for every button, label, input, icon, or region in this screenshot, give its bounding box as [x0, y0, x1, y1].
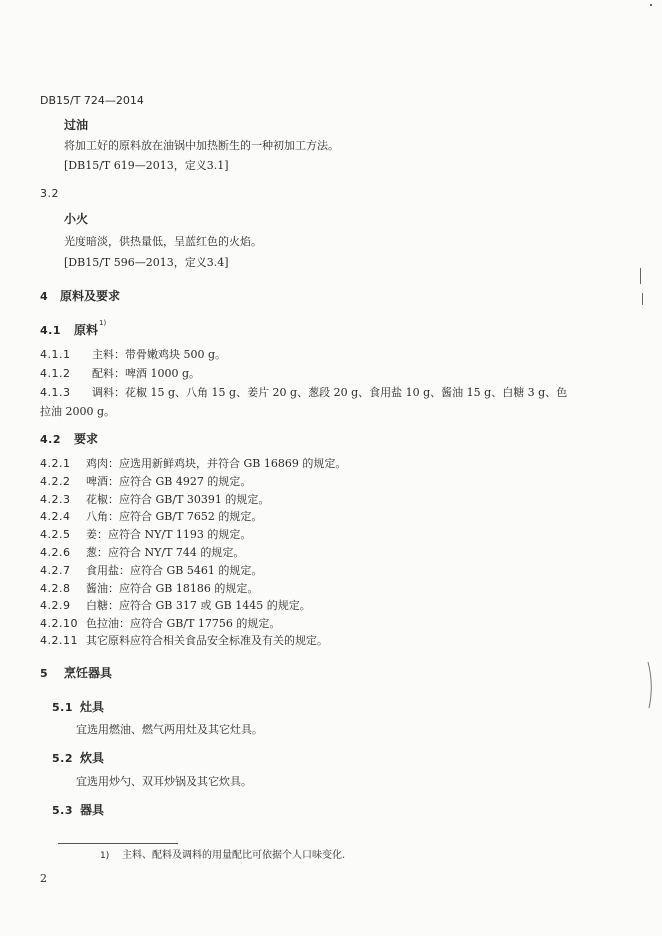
section-number-5-3: 5.3 — [52, 804, 73, 817]
section-title-5: 烹饪器具 — [64, 666, 113, 680]
item-number: 4.2.5 — [40, 528, 71, 541]
item-number: 4.2.3 — [40, 493, 71, 506]
section-title-4: 原料及要求 — [60, 289, 121, 303]
section-text-5-1: 宜选用燃油、燃气两用灶及其它灶具。 — [76, 723, 263, 736]
item-number: 4.2.7 — [40, 564, 71, 577]
footnote-text: 主料、配料及调料的用量配比可依据个人口味变化. — [122, 850, 346, 861]
section-number-5: 5 — [40, 667, 49, 680]
item-number: 4.2.1 — [40, 457, 71, 470]
scan-mark — [650, 4, 652, 6]
footnote-separator — [58, 843, 178, 844]
document-code: DB15/T 724—2014 — [40, 94, 144, 107]
item-text: 葱：应符合 NY/T 744 的规定。 — [86, 546, 245, 559]
section-number-5-1: 5.1 — [52, 701, 73, 714]
item-number: 4.2.2 — [40, 475, 71, 488]
section-title-4-1: 原料 — [74, 323, 99, 337]
item-number: 4.2.9 — [40, 599, 71, 612]
item-text-continuation: 拉油 2000 g。 — [40, 405, 116, 418]
item-text: 其它原料应符合相关食品安全标准及有关的规定。 — [86, 634, 328, 647]
footnote-marker: 1) — [100, 851, 110, 861]
source-xiaohuo: [DB15/T 596—2013，定义3.4] — [64, 256, 229, 269]
scan-mark — [640, 268, 641, 284]
item-text: 配料：啤酒 1000 g。 — [92, 367, 201, 380]
footnote-reference: 1) — [99, 319, 107, 327]
source-guoyou: [DB15/T 619—2013，定义3.1] — [64, 159, 229, 172]
item-text: 姜：应符合 NY/T 1193 的规定。 — [86, 528, 252, 541]
item-text: 色拉油：应符合 GB/T 17756 的规定。 — [86, 617, 281, 630]
scan-mark — [646, 660, 656, 710]
item-text: 花椒：应符合 GB/T 30391 的规定。 — [86, 493, 270, 506]
item-text: 酱油：应符合 GB 18186 的规定。 — [86, 582, 259, 595]
item-number: 4.1.3 — [40, 386, 71, 399]
term-guoyou: 过油 — [64, 118, 89, 132]
section-text-5-2: 宜选用炒勺、双耳炒锅及其它炊具。 — [76, 775, 252, 788]
item-text: 八角：应符合 GB/T 7652 的规定。 — [86, 510, 263, 523]
section-number-3-2: 3.2 — [40, 187, 59, 200]
section-number-4-1: 4.1 — [40, 324, 61, 337]
section-title-5-1: 灶具 — [80, 700, 105, 714]
item-text: 调料：花椒 15 g、八角 15 g、姜片 20 g、葱段 20 g、食用盐 10 g、酱油 15 g、白糖 3 g、色 — [92, 386, 568, 399]
item-number: 4.2.11 — [40, 634, 78, 647]
section-title-5-2: 炊具 — [80, 751, 105, 765]
item-number: 4.2.8 — [40, 582, 71, 595]
item-text: 主料：带骨嫩鸡块 500 g。 — [92, 348, 227, 361]
scan-mark — [642, 293, 643, 305]
item-number: 4.2.10 — [40, 617, 78, 630]
item-number: 4.1.1 — [40, 348, 71, 361]
definition-guoyou: 将加工好的原料放在油锅中加热断生的一种初加工方法。 — [64, 139, 339, 152]
section-title-4-2: 要求 — [74, 432, 99, 446]
section-number-5-2: 5.2 — [52, 752, 73, 765]
section-number-4-2: 4.2 — [40, 433, 61, 446]
item-text: 白糖：应符合 GB 317 或 GB 1445 的规定。 — [86, 599, 311, 612]
item-number: 4.2.4 — [40, 510, 71, 523]
item-text: 啤酒：应符合 GB 4927 的规定。 — [86, 475, 252, 488]
term-xiaohuo: 小火 — [64, 212, 89, 226]
item-number: 4.2.6 — [40, 546, 71, 559]
definition-xiaohuo: 光度暗淡，供热量低，呈蓝红色的火焰。 — [64, 235, 262, 248]
section-title-5-3: 器具 — [80, 803, 105, 817]
section-number-4: 4 — [40, 290, 49, 303]
item-number: 4.1.2 — [40, 367, 71, 380]
item-text: 食用盐：应符合 GB 5461 的规定。 — [86, 564, 263, 577]
item-text: 鸡肉：应选用新鲜鸡块，并符合 GB 16869 的规定。 — [86, 457, 347, 470]
page-number: 2 — [40, 872, 47, 885]
